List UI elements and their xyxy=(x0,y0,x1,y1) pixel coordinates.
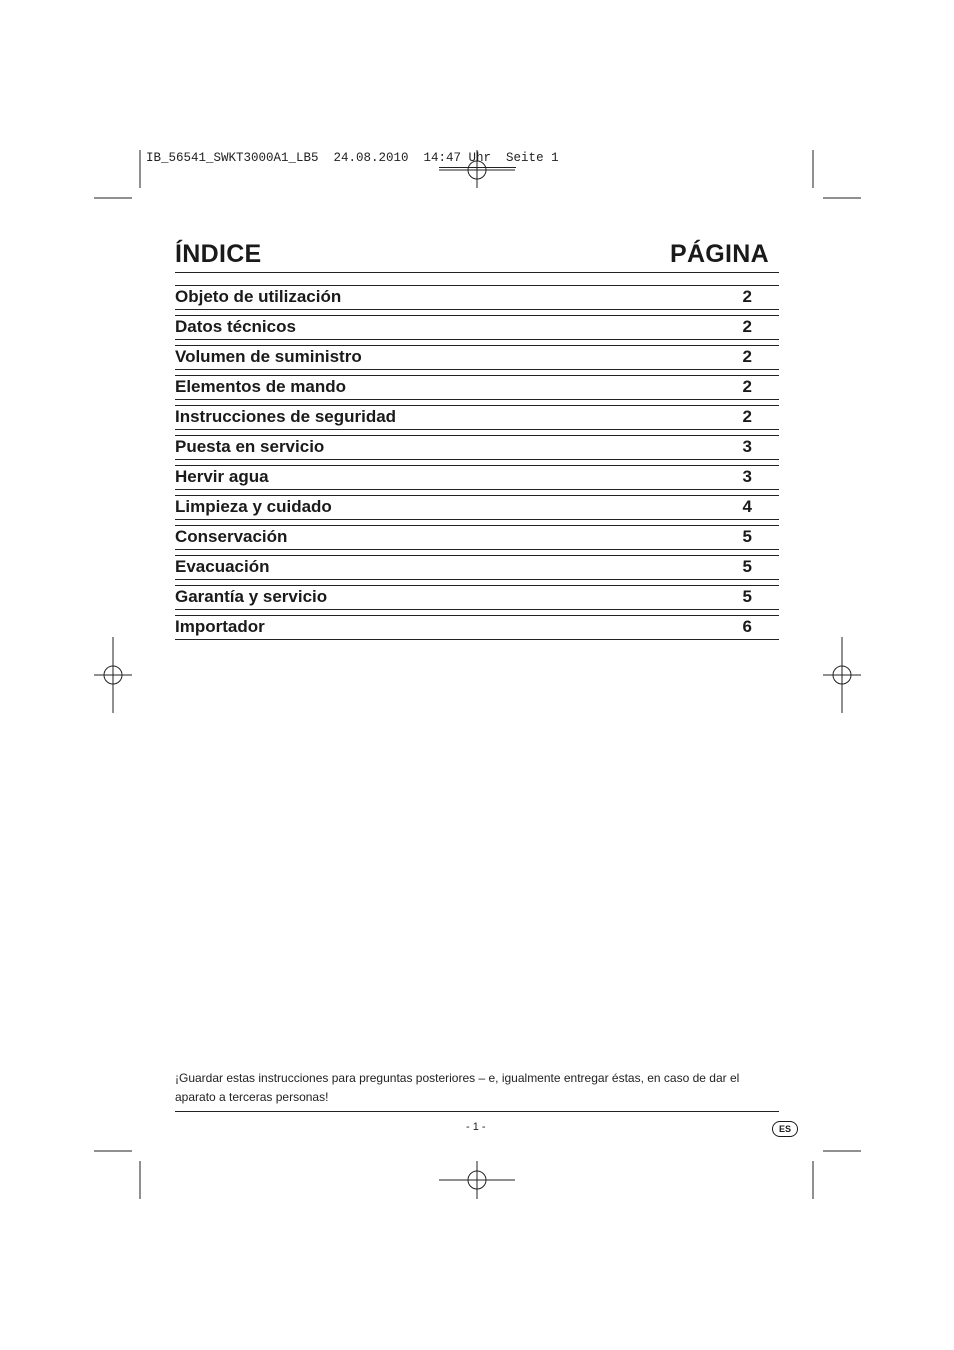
toc-row-label: Instrucciones de seguridad xyxy=(175,407,397,426)
toc-row xyxy=(175,615,779,640)
footer-divider xyxy=(175,1111,779,1112)
language-badge: ES xyxy=(772,1121,798,1137)
toc-list xyxy=(175,285,779,645)
toc-row xyxy=(175,435,779,460)
toc-row-label: Conservación xyxy=(175,527,288,546)
toc-row-label: Garantía y servicio xyxy=(175,587,328,606)
toc-row-page: 3 xyxy=(742,437,752,456)
toc-row-label: Evacuación xyxy=(175,557,270,576)
footer-note xyxy=(175,1069,779,1107)
toc-row xyxy=(175,465,779,490)
registration-mark-left xyxy=(94,637,132,713)
toc-row-label: Datos técnicos xyxy=(175,317,296,336)
registration-mark-bottom xyxy=(439,1161,515,1199)
toc-row xyxy=(175,495,779,520)
toc-row-label: Objeto de utilización xyxy=(175,287,342,306)
print-slug: IB_56541_SWKT3000A1_LB5 24.08.2010 14:47 Uhr Seite 1 xyxy=(146,151,559,165)
toc-row-page: 5 xyxy=(742,527,752,546)
toc-row-label: Puesta en servicio xyxy=(175,437,325,456)
toc-row-label: Importador xyxy=(175,617,265,636)
toc-row xyxy=(175,375,779,400)
toc-row-page: 2 xyxy=(742,317,752,336)
toc-row-label: Volumen de suministro xyxy=(175,347,362,366)
toc-row xyxy=(175,315,779,340)
toc-row-label: Hervir agua xyxy=(175,467,269,486)
footer-note-line: ¡Guardar estas instrucciones para preguntas posteriores – e, igualmente entregar éstas, en caso de dar el xyxy=(175,1071,740,1085)
toc-row-page: 2 xyxy=(742,377,752,396)
toc-row-page: 2 xyxy=(742,407,752,426)
registration-mark-right xyxy=(823,637,861,713)
footer-note-line: aparato a terceras personas! xyxy=(175,1090,329,1104)
toc-row xyxy=(175,405,779,430)
page-number: - 1 - xyxy=(466,1121,486,1133)
toc-row-page: 5 xyxy=(742,557,752,576)
toc-row-page: 2 xyxy=(742,347,752,366)
registration-mark-top xyxy=(439,150,515,188)
toc-row-page: 2 xyxy=(742,287,752,306)
toc-row-page: 4 xyxy=(742,497,752,516)
toc-row xyxy=(175,345,779,370)
toc-row-label: Elementos de mando xyxy=(175,377,346,396)
toc-header xyxy=(175,240,779,273)
toc-row xyxy=(175,555,779,580)
toc-row xyxy=(175,525,779,550)
toc-row-page: 3 xyxy=(742,467,752,486)
toc-row xyxy=(175,285,779,310)
toc-title: ÍNDICE xyxy=(175,240,262,268)
toc-row-page: 5 xyxy=(742,587,752,606)
toc-row-page: 6 xyxy=(742,617,752,636)
toc-row-label: Limpieza y cuidado xyxy=(175,497,332,516)
toc-page-column-header: PÁGINA xyxy=(669,240,769,268)
toc-row xyxy=(175,585,779,610)
